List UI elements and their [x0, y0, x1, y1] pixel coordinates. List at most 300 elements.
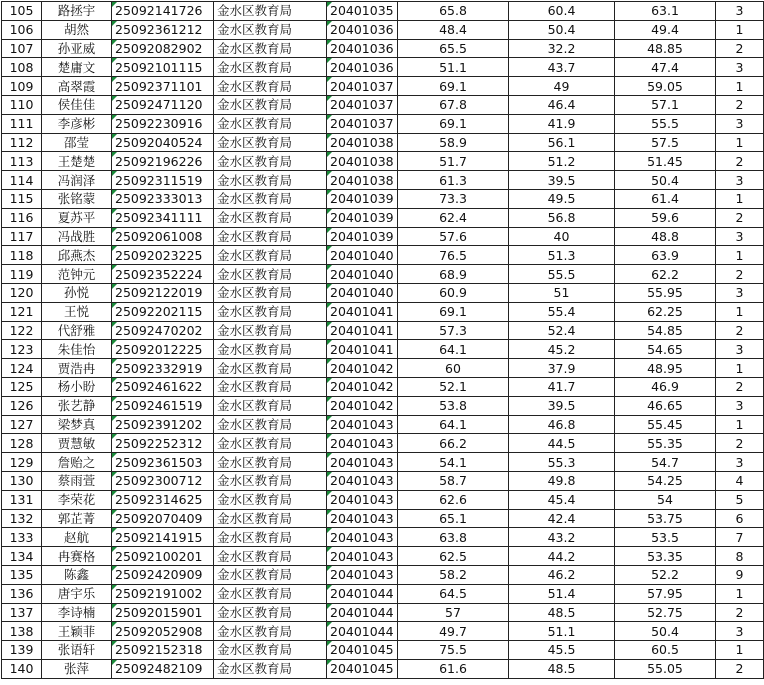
rank-cell[interactable] — [716, 302, 764, 321]
total-score-cell[interactable] — [615, 359, 716, 378]
organization-cell[interactable] — [214, 114, 327, 133]
row-index-cell[interactable] — [2, 641, 42, 660]
score-2-cell[interactable] — [509, 152, 615, 171]
organization-cell[interactable] — [214, 528, 327, 547]
organization-cell[interactable] — [214, 603, 327, 622]
score-2-cell[interactable] — [509, 2, 615, 21]
score-1-cell[interactable] — [398, 302, 509, 321]
exam-room-cell[interactable] — [327, 133, 398, 152]
score-1-cell[interactable] — [398, 189, 509, 208]
total-score-cell[interactable] — [615, 208, 716, 227]
score-1-cell[interactable] — [398, 359, 509, 378]
row-index-cell[interactable] — [2, 603, 42, 622]
candidate-id-cell[interactable] — [112, 227, 214, 246]
name-cell[interactable] — [42, 133, 112, 152]
total-score-cell[interactable] — [615, 471, 716, 490]
score-2-cell[interactable] — [509, 509, 615, 528]
score-2-cell[interactable] — [509, 39, 615, 58]
exam-room-cell[interactable] — [327, 453, 398, 472]
name-cell[interactable] — [42, 20, 112, 39]
name-cell[interactable] — [42, 415, 112, 434]
score-1-cell[interactable] — [398, 246, 509, 265]
row-index-cell[interactable] — [2, 490, 42, 509]
organization-cell[interactable] — [214, 359, 327, 378]
rank-cell[interactable] — [716, 603, 764, 622]
score-2-cell[interactable] — [509, 434, 615, 453]
total-score-cell[interactable] — [615, 321, 716, 340]
score-1-cell[interactable] — [398, 283, 509, 302]
candidate-id-cell[interactable] — [112, 39, 214, 58]
organization-cell[interactable] — [214, 133, 327, 152]
candidate-id-cell[interactable] — [112, 603, 214, 622]
row-index-cell[interactable] — [2, 622, 42, 641]
exam-room-cell[interactable] — [327, 359, 398, 378]
total-score-cell[interactable] — [615, 265, 716, 284]
score-2-cell[interactable] — [509, 359, 615, 378]
candidate-id-cell[interactable] — [112, 58, 214, 77]
organization-cell[interactable] — [214, 208, 327, 227]
score-1-cell[interactable] — [398, 659, 509, 678]
row-index-cell[interactable] — [2, 302, 42, 321]
exam-room-cell[interactable] — [327, 302, 398, 321]
candidate-id-cell[interactable] — [112, 208, 214, 227]
name-cell[interactable] — [42, 58, 112, 77]
organization-cell[interactable] — [214, 58, 327, 77]
score-1-cell[interactable] — [398, 547, 509, 566]
score-1-cell[interactable] — [398, 77, 509, 96]
row-index-cell[interactable] — [2, 152, 42, 171]
score-2-cell[interactable] — [509, 95, 615, 114]
exam-room-cell[interactable] — [327, 246, 398, 265]
rank-cell[interactable] — [716, 283, 764, 302]
score-1-cell[interactable] — [398, 396, 509, 415]
name-cell[interactable] — [42, 227, 112, 246]
name-cell[interactable] — [42, 528, 112, 547]
score-2-cell[interactable] — [509, 227, 615, 246]
score-2-cell[interactable] — [509, 20, 615, 39]
organization-cell[interactable] — [214, 641, 327, 660]
score-2-cell[interactable] — [509, 641, 615, 660]
organization-cell[interactable] — [214, 39, 327, 58]
score-2-cell[interactable] — [509, 208, 615, 227]
row-index-cell[interactable] — [2, 453, 42, 472]
rank-cell[interactable] — [716, 659, 764, 678]
exam-room-cell[interactable] — [327, 471, 398, 490]
exam-room-cell[interactable] — [327, 641, 398, 660]
score-2-cell[interactable] — [509, 302, 615, 321]
total-score-cell[interactable] — [615, 584, 716, 603]
candidate-id-cell[interactable] — [112, 302, 214, 321]
score-2-cell[interactable] — [509, 340, 615, 359]
row-index-cell[interactable] — [2, 584, 42, 603]
name-cell[interactable] — [42, 641, 112, 660]
total-score-cell[interactable] — [615, 565, 716, 584]
score-1-cell[interactable] — [398, 152, 509, 171]
row-index-cell[interactable] — [2, 434, 42, 453]
total-score-cell[interactable] — [615, 396, 716, 415]
exam-room-cell[interactable] — [327, 565, 398, 584]
rank-cell[interactable] — [716, 622, 764, 641]
candidate-id-cell[interactable] — [112, 265, 214, 284]
rank-cell[interactable] — [716, 114, 764, 133]
row-index-cell[interactable] — [2, 114, 42, 133]
rank-cell[interactable] — [716, 565, 764, 584]
score-1-cell[interactable] — [398, 58, 509, 77]
exam-room-cell[interactable] — [327, 265, 398, 284]
candidate-id-cell[interactable] — [112, 396, 214, 415]
candidate-id-cell[interactable] — [112, 133, 214, 152]
candidate-id-cell[interactable] — [112, 377, 214, 396]
score-2-cell[interactable] — [509, 114, 615, 133]
score-1-cell[interactable] — [398, 227, 509, 246]
exam-room-cell[interactable] — [327, 528, 398, 547]
candidate-id-cell[interactable] — [112, 565, 214, 584]
row-index-cell[interactable] — [2, 95, 42, 114]
row-index-cell[interactable] — [2, 340, 42, 359]
score-2-cell[interactable] — [509, 377, 615, 396]
candidate-id-cell[interactable] — [112, 2, 214, 21]
row-index-cell[interactable] — [2, 565, 42, 584]
total-score-cell[interactable] — [615, 509, 716, 528]
row-index-cell[interactable] — [2, 246, 42, 265]
score-1-cell[interactable] — [398, 377, 509, 396]
score-2-cell[interactable] — [509, 77, 615, 96]
score-1-cell[interactable] — [398, 114, 509, 133]
exam-room-cell[interactable] — [327, 321, 398, 340]
exam-room-cell[interactable] — [327, 20, 398, 39]
name-cell[interactable] — [42, 208, 112, 227]
rank-cell[interactable] — [716, 377, 764, 396]
score-1-cell[interactable] — [398, 490, 509, 509]
row-index-cell[interactable] — [2, 321, 42, 340]
total-score-cell[interactable] — [615, 283, 716, 302]
organization-cell[interactable] — [214, 490, 327, 509]
rank-cell[interactable] — [716, 246, 764, 265]
exam-room-cell[interactable] — [327, 490, 398, 509]
score-2-cell[interactable] — [509, 246, 615, 265]
score-2-cell[interactable] — [509, 415, 615, 434]
name-cell[interactable] — [42, 39, 112, 58]
score-1-cell[interactable] — [398, 208, 509, 227]
name-cell[interactable] — [42, 171, 112, 190]
exam-room-cell[interactable] — [327, 114, 398, 133]
rank-cell[interactable] — [716, 58, 764, 77]
score-2-cell[interactable] — [509, 471, 615, 490]
score-1-cell[interactable] — [398, 340, 509, 359]
row-index-cell[interactable] — [2, 58, 42, 77]
rank-cell[interactable] — [716, 396, 764, 415]
candidate-id-cell[interactable] — [112, 509, 214, 528]
candidate-id-cell[interactable] — [112, 584, 214, 603]
total-score-cell[interactable] — [615, 659, 716, 678]
name-cell[interactable] — [42, 584, 112, 603]
candidate-id-cell[interactable] — [112, 246, 214, 265]
organization-cell[interactable] — [214, 246, 327, 265]
total-score-cell[interactable] — [615, 114, 716, 133]
name-cell[interactable] — [42, 283, 112, 302]
candidate-id-cell[interactable] — [112, 321, 214, 340]
candidate-id-cell[interactable] — [112, 659, 214, 678]
candidate-id-cell[interactable] — [112, 283, 214, 302]
exam-room-cell[interactable] — [327, 189, 398, 208]
score-2-cell[interactable] — [509, 189, 615, 208]
score-1-cell[interactable] — [398, 509, 509, 528]
candidate-id-cell[interactable] — [112, 471, 214, 490]
organization-cell[interactable] — [214, 152, 327, 171]
name-cell[interactable] — [42, 490, 112, 509]
exam-room-cell[interactable] — [327, 434, 398, 453]
row-index-cell[interactable] — [2, 283, 42, 302]
total-score-cell[interactable] — [615, 603, 716, 622]
name-cell[interactable] — [42, 340, 112, 359]
organization-cell[interactable] — [214, 95, 327, 114]
organization-cell[interactable] — [214, 396, 327, 415]
name-cell[interactable] — [42, 321, 112, 340]
organization-cell[interactable] — [214, 2, 327, 21]
row-index-cell[interactable] — [2, 471, 42, 490]
candidate-id-cell[interactable] — [112, 453, 214, 472]
total-score-cell[interactable] — [615, 227, 716, 246]
score-1-cell[interactable] — [398, 39, 509, 58]
score-2-cell[interactable] — [509, 584, 615, 603]
rank-cell[interactable] — [716, 434, 764, 453]
score-1-cell[interactable] — [398, 622, 509, 641]
rank-cell[interactable] — [716, 227, 764, 246]
exam-room-cell[interactable] — [327, 77, 398, 96]
total-score-cell[interactable] — [615, 528, 716, 547]
organization-cell[interactable] — [214, 189, 327, 208]
row-index-cell[interactable] — [2, 265, 42, 284]
score-1-cell[interactable] — [398, 453, 509, 472]
name-cell[interactable] — [42, 659, 112, 678]
exam-room-cell[interactable] — [327, 622, 398, 641]
organization-cell[interactable] — [214, 471, 327, 490]
score-2-cell[interactable] — [509, 659, 615, 678]
candidate-id-cell[interactable] — [112, 152, 214, 171]
rank-cell[interactable] — [716, 359, 764, 378]
total-score-cell[interactable] — [615, 302, 716, 321]
name-cell[interactable] — [42, 453, 112, 472]
exam-room-cell[interactable] — [327, 584, 398, 603]
rank-cell[interactable] — [716, 340, 764, 359]
organization-cell[interactable] — [214, 622, 327, 641]
score-2-cell[interactable] — [509, 321, 615, 340]
score-1-cell[interactable] — [398, 565, 509, 584]
organization-cell[interactable] — [214, 415, 327, 434]
exam-room-cell[interactable] — [327, 2, 398, 21]
score-2-cell[interactable] — [509, 453, 615, 472]
rank-cell[interactable] — [716, 321, 764, 340]
total-score-cell[interactable] — [615, 152, 716, 171]
rank-cell[interactable] — [716, 528, 764, 547]
name-cell[interactable] — [42, 152, 112, 171]
organization-cell[interactable] — [214, 659, 327, 678]
row-index-cell[interactable] — [2, 377, 42, 396]
candidate-id-cell[interactable] — [112, 528, 214, 547]
name-cell[interactable] — [42, 114, 112, 133]
row-index-cell[interactable] — [2, 227, 42, 246]
organization-cell[interactable] — [214, 340, 327, 359]
total-score-cell[interactable] — [615, 246, 716, 265]
total-score-cell[interactable] — [615, 39, 716, 58]
total-score-cell[interactable] — [615, 95, 716, 114]
organization-cell[interactable] — [214, 171, 327, 190]
total-score-cell[interactable] — [615, 77, 716, 96]
rank-cell[interactable] — [716, 471, 764, 490]
candidate-id-cell[interactable] — [112, 95, 214, 114]
score-2-cell[interactable] — [509, 565, 615, 584]
rank-cell[interactable] — [716, 171, 764, 190]
name-cell[interactable] — [42, 359, 112, 378]
score-1-cell[interactable] — [398, 321, 509, 340]
exam-room-cell[interactable] — [327, 340, 398, 359]
score-2-cell[interactable] — [509, 133, 615, 152]
rank-cell[interactable] — [716, 77, 764, 96]
total-score-cell[interactable] — [615, 622, 716, 641]
candidate-id-cell[interactable] — [112, 77, 214, 96]
score-2-cell[interactable] — [509, 58, 615, 77]
row-index-cell[interactable] — [2, 39, 42, 58]
rank-cell[interactable] — [716, 509, 764, 528]
rank-cell[interactable] — [716, 547, 764, 566]
score-2-cell[interactable] — [509, 396, 615, 415]
rank-cell[interactable] — [716, 2, 764, 21]
total-score-cell[interactable] — [615, 490, 716, 509]
exam-room-cell[interactable] — [327, 283, 398, 302]
exam-room-cell[interactable] — [327, 208, 398, 227]
total-score-cell[interactable] — [615, 58, 716, 77]
score-1-cell[interactable] — [398, 603, 509, 622]
name-cell[interactable] — [42, 246, 112, 265]
exam-room-cell[interactable] — [327, 509, 398, 528]
row-index-cell[interactable] — [2, 20, 42, 39]
score-2-cell[interactable] — [509, 528, 615, 547]
exam-room-cell[interactable] — [327, 227, 398, 246]
rank-cell[interactable] — [716, 152, 764, 171]
score-2-cell[interactable] — [509, 603, 615, 622]
score-1-cell[interactable] — [398, 133, 509, 152]
row-index-cell[interactable] — [2, 133, 42, 152]
exam-room-cell[interactable] — [327, 171, 398, 190]
organization-cell[interactable] — [214, 434, 327, 453]
organization-cell[interactable] — [214, 77, 327, 96]
row-index-cell[interactable] — [2, 77, 42, 96]
exam-room-cell[interactable] — [327, 152, 398, 171]
score-1-cell[interactable] — [398, 434, 509, 453]
row-index-cell[interactable] — [2, 547, 42, 566]
total-score-cell[interactable] — [615, 189, 716, 208]
organization-cell[interactable] — [214, 565, 327, 584]
candidate-id-cell[interactable] — [112, 641, 214, 660]
score-2-cell[interactable] — [509, 283, 615, 302]
candidate-id-cell[interactable] — [112, 171, 214, 190]
organization-cell[interactable] — [214, 283, 327, 302]
candidate-id-cell[interactable] — [112, 359, 214, 378]
score-1-cell[interactable] — [398, 471, 509, 490]
score-2-cell[interactable] — [509, 622, 615, 641]
rank-cell[interactable] — [716, 95, 764, 114]
name-cell[interactable] — [42, 434, 112, 453]
name-cell[interactable] — [42, 95, 112, 114]
name-cell[interactable] — [42, 547, 112, 566]
score-1-cell[interactable] — [398, 171, 509, 190]
rank-cell[interactable] — [716, 189, 764, 208]
exam-room-cell[interactable] — [327, 659, 398, 678]
rank-cell[interactable] — [716, 415, 764, 434]
total-score-cell[interactable] — [615, 453, 716, 472]
total-score-cell[interactable] — [615, 377, 716, 396]
row-index-cell[interactable] — [2, 189, 42, 208]
organization-cell[interactable] — [214, 547, 327, 566]
total-score-cell[interactable] — [615, 641, 716, 660]
organization-cell[interactable] — [214, 227, 327, 246]
name-cell[interactable] — [42, 77, 112, 96]
row-index-cell[interactable] — [2, 208, 42, 227]
rank-cell[interactable] — [716, 584, 764, 603]
candidate-id-cell[interactable] — [112, 547, 214, 566]
total-score-cell[interactable] — [615, 171, 716, 190]
exam-room-cell[interactable] — [327, 95, 398, 114]
total-score-cell[interactable] — [615, 340, 716, 359]
candidate-id-cell[interactable] — [112, 189, 214, 208]
row-index-cell[interactable] — [2, 359, 42, 378]
exam-room-cell[interactable] — [327, 415, 398, 434]
score-2-cell[interactable] — [509, 265, 615, 284]
total-score-cell[interactable] — [615, 415, 716, 434]
organization-cell[interactable] — [214, 453, 327, 472]
organization-cell[interactable] — [214, 302, 327, 321]
score-1-cell[interactable] — [398, 641, 509, 660]
name-cell[interactable] — [42, 265, 112, 284]
organization-cell[interactable] — [214, 20, 327, 39]
score-1-cell[interactable] — [398, 265, 509, 284]
candidate-id-cell[interactable] — [112, 415, 214, 434]
rank-cell[interactable] — [716, 133, 764, 152]
name-cell[interactable] — [42, 189, 112, 208]
row-index-cell[interactable] — [2, 396, 42, 415]
exam-room-cell[interactable] — [327, 603, 398, 622]
total-score-cell[interactable] — [615, 547, 716, 566]
organization-cell[interactable] — [214, 584, 327, 603]
score-2-cell[interactable] — [509, 171, 615, 190]
row-index-cell[interactable] — [2, 659, 42, 678]
candidate-id-cell[interactable] — [112, 20, 214, 39]
score-1-cell[interactable] — [398, 415, 509, 434]
name-cell[interactable] — [42, 377, 112, 396]
score-1-cell[interactable] — [398, 584, 509, 603]
score-2-cell[interactable] — [509, 490, 615, 509]
name-cell[interactable] — [42, 302, 112, 321]
total-score-cell[interactable] — [615, 2, 716, 21]
rank-cell[interactable] — [716, 490, 764, 509]
candidate-id-cell[interactable] — [112, 340, 214, 359]
row-index-cell[interactable] — [2, 528, 42, 547]
exam-room-cell[interactable] — [327, 58, 398, 77]
name-cell[interactable] — [42, 603, 112, 622]
score-1-cell[interactable] — [398, 95, 509, 114]
candidate-id-cell[interactable] — [112, 622, 214, 641]
rank-cell[interactable] — [716, 39, 764, 58]
organization-cell[interactable] — [214, 377, 327, 396]
exam-room-cell[interactable] — [327, 377, 398, 396]
organization-cell[interactable] — [214, 509, 327, 528]
row-index-cell[interactable] — [2, 171, 42, 190]
exam-room-cell[interactable] — [327, 396, 398, 415]
score-2-cell[interactable] — [509, 547, 615, 566]
name-cell[interactable] — [42, 622, 112, 641]
rank-cell[interactable] — [716, 453, 764, 472]
score-1-cell[interactable] — [398, 2, 509, 21]
